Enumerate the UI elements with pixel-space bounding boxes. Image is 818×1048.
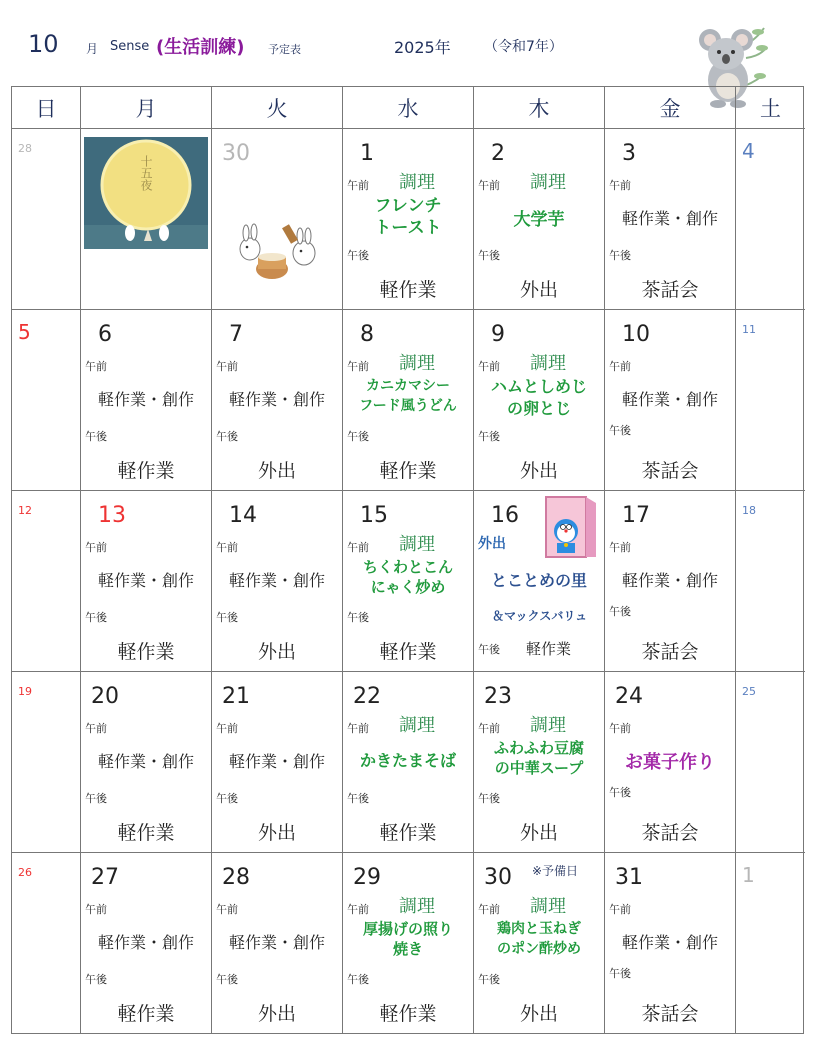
pm-label: 午後 <box>347 430 369 443</box>
pm-activity: 茶話会 <box>641 279 699 301</box>
day-cell <box>474 129 605 310</box>
pm-activity: 軽作業 <box>379 1003 437 1025</box>
dish-name: 厚揚げの照り 焼き <box>362 920 453 958</box>
day-cell <box>474 310 605 491</box>
pm-activity: 外出 <box>519 1003 558 1025</box>
pm-activity: 茶話会 <box>641 822 699 844</box>
am-label: 午前 <box>347 541 369 554</box>
weekday-sun: 日 <box>12 87 81 129</box>
day-number: 27 <box>91 865 119 890</box>
day-cell <box>343 491 474 672</box>
month-suffix: 月 <box>86 42 99 56</box>
pm-activity: 軽作業 <box>379 279 437 301</box>
weekday-tue: 火 <box>212 87 343 129</box>
day-number: 16 <box>491 503 519 528</box>
doraemon-door-illustration <box>540 495 598 559</box>
day-number: 17 <box>622 503 650 528</box>
dish-name: ちくわとこん にゃく炒め <box>362 558 453 596</box>
day-cell <box>736 672 805 853</box>
day-cell <box>12 672 81 853</box>
am-label: 午前 <box>85 541 107 554</box>
cooking-label: 調理 <box>530 353 566 374</box>
day-number: 19 <box>18 685 32 698</box>
day-cell <box>81 310 212 491</box>
pm-label: 午後 <box>609 424 631 437</box>
am-label: 午前 <box>609 541 631 554</box>
day-cell <box>474 672 605 853</box>
day-number: 13 <box>98 503 126 528</box>
outing-destination: とことめの里 <box>490 571 587 590</box>
schedule-label: 予定表 <box>268 43 301 56</box>
day-number: 8 <box>360 322 374 347</box>
cooking-label: 調理 <box>530 896 566 917</box>
day-cell <box>343 310 474 491</box>
day-number: 2 <box>491 141 505 166</box>
day-number: 1 <box>360 141 374 166</box>
am-activity: 軽作業・創作 <box>97 390 194 409</box>
day-number: 22 <box>353 684 381 709</box>
am-activity: 軽作業・創作 <box>228 390 325 409</box>
pm-label: 午後 <box>478 792 500 805</box>
am-label: 午前 <box>216 903 238 916</box>
pm-activity: 軽作業 <box>117 822 175 844</box>
dish-name: カニカマシー フード風うどん <box>359 378 457 414</box>
am-label: 午前 <box>609 360 631 373</box>
am-activity: 軽作業・創作 <box>621 209 718 228</box>
dish-name: お菓子作り <box>625 752 715 773</box>
pm-activity: 軽作業 <box>379 822 437 844</box>
moon-caption: 十五夜 <box>139 155 153 191</box>
day-cell <box>12 310 81 491</box>
pm-activity: 外出 <box>519 460 558 482</box>
cooking-label: 調理 <box>399 534 435 555</box>
day-number: 30 <box>484 865 512 890</box>
month-number: 10 <box>28 30 59 58</box>
day-number: 12 <box>18 504 32 517</box>
pm-label: 午後 <box>347 249 369 262</box>
day-number: 25 <box>742 685 756 698</box>
day-cell <box>736 853 805 1034</box>
dish-name: 大学芋 <box>513 210 565 230</box>
outing-extra: ＆マックスバリュ <box>492 609 588 623</box>
weekday-thu: 木 <box>474 87 605 129</box>
pm-activity: 軽作業 <box>117 460 175 482</box>
pm-label: 午後 <box>85 430 107 443</box>
pm-label: 午後 <box>85 973 107 986</box>
weekday-wed: 水 <box>343 87 474 129</box>
am-activity: 軽作業・創作 <box>228 752 325 771</box>
calendar-grid <box>11 86 804 1034</box>
pm-activity: 外出 <box>257 1003 296 1025</box>
pm-label: 午後 <box>478 430 500 443</box>
pm-label: 午後 <box>347 792 369 805</box>
rabbits-pounding-mochi-illustration <box>234 219 326 281</box>
am-label: 午前 <box>609 722 631 735</box>
weekday-mon: 月 <box>81 87 212 129</box>
day-cell <box>736 310 805 491</box>
day-cell <box>81 672 212 853</box>
am-activity: 軽作業・創作 <box>621 933 718 952</box>
day-number: 18 <box>742 504 756 517</box>
program-name: (生活訓練) <box>156 37 245 58</box>
pm-label: 午後 <box>85 611 107 624</box>
am-label: 午前 <box>478 179 500 192</box>
pm-label: 午後 <box>609 249 631 262</box>
am-activity: 軽作業・創作 <box>97 571 194 590</box>
year-label: 2025年 <box>394 38 451 57</box>
pm-activity: 軽作業 <box>526 640 572 658</box>
day-number: 10 <box>622 322 650 347</box>
dish-name: 鶏肉と玉ねぎ のポン酢炒め <box>497 921 581 957</box>
pm-activity: 茶話会 <box>641 641 699 663</box>
day-cell <box>474 491 605 672</box>
day-cell <box>12 491 81 672</box>
org-name: Sense <box>110 39 150 54</box>
pm-activity: 外出 <box>519 279 558 301</box>
day-cell <box>343 672 474 853</box>
day-number: 28 <box>222 865 250 890</box>
pm-label: 午後 <box>216 973 238 986</box>
week-row <box>12 672 803 853</box>
week-row <box>12 310 803 491</box>
pm-activity: 外出 <box>257 460 296 482</box>
day-cell <box>736 129 805 310</box>
day-cell <box>12 853 81 1034</box>
am-label: 午前 <box>347 722 369 735</box>
pm-activity: 軽作業 <box>117 641 175 663</box>
day-cell <box>605 853 736 1034</box>
pm-activity: 茶話会 <box>641 460 699 482</box>
am-label: 午前 <box>216 360 238 373</box>
pm-label: 午後 <box>216 430 238 443</box>
dish-name: フレンチ トースト <box>374 196 442 238</box>
day-number: 30 <box>222 141 250 166</box>
day-cell <box>212 310 343 491</box>
am-label: 午前 <box>609 179 631 192</box>
cooking-label: 調理 <box>399 353 435 374</box>
am-label: 午前 <box>347 179 369 192</box>
day-cell <box>605 672 736 853</box>
week-row <box>12 853 803 1034</box>
day-number: 15 <box>360 503 388 528</box>
pm-label: 午後 <box>347 973 369 986</box>
am-label: 午前 <box>85 360 107 373</box>
am-label: 午前 <box>347 903 369 916</box>
dish-name: ふわふわ豆腐 の中華スープ <box>493 739 584 777</box>
moon-viewing-illustration <box>84 137 208 249</box>
day-number: 5 <box>18 320 31 344</box>
day-number: 6 <box>98 322 112 347</box>
pm-label: 午後 <box>216 611 238 624</box>
day-number: 20 <box>91 684 119 709</box>
weekday-sat: 土 <box>736 87 805 129</box>
am-label: 午前 <box>609 903 631 916</box>
pm-activity: 茶話会 <box>641 1003 699 1025</box>
am-activity: 軽作業・創作 <box>228 933 325 952</box>
pm-activity: 軽作業 <box>379 641 437 663</box>
day-number: 31 <box>615 865 643 890</box>
day-number: 9 <box>491 322 505 347</box>
am-label: 午前 <box>478 722 500 735</box>
dish-name: かきたまそば <box>359 751 456 770</box>
day-number: 29 <box>353 865 381 890</box>
am-label: 午前 <box>216 541 238 554</box>
dish-name: ハムとしめじ の卵とじ <box>490 377 587 418</box>
day-number: 23 <box>484 684 512 709</box>
day-number: 28 <box>18 142 32 155</box>
cooking-label: 調理 <box>399 715 435 736</box>
day-cell <box>212 491 343 672</box>
day-number: 14 <box>229 503 257 528</box>
day-number: 11 <box>742 323 756 336</box>
day-number: 4 <box>742 139 755 163</box>
day-cell <box>81 129 212 310</box>
week-row <box>12 491 803 672</box>
pm-label: 午後 <box>609 967 631 980</box>
pm-label: 午後 <box>609 605 631 618</box>
day-cell <box>343 129 474 310</box>
am-activity: 軽作業・創作 <box>228 571 325 590</box>
week-row <box>12 129 803 310</box>
day-cell <box>605 310 736 491</box>
day-number: 7 <box>229 322 243 347</box>
reserve-day-note: ※予備日 <box>532 864 579 878</box>
pm-label: 午後 <box>478 973 500 986</box>
am-label: 午前 <box>478 360 500 373</box>
era-label: （令和7年） <box>484 39 563 55</box>
pm-label: 午後 <box>347 611 369 624</box>
am-label: 午前 <box>216 722 238 735</box>
am-label: 午前 <box>347 360 369 373</box>
am-activity: 軽作業・創作 <box>621 390 718 409</box>
pm-label: 午後 <box>609 786 631 799</box>
day-cell <box>81 853 212 1034</box>
pm-activity: 外出 <box>257 822 296 844</box>
page-header <box>0 0 818 85</box>
day-cell <box>605 129 736 310</box>
pm-activity: 外出 <box>519 822 558 844</box>
cooking-label: 調理 <box>530 172 566 193</box>
pm-label: 午後 <box>478 249 500 262</box>
day-number: 3 <box>622 141 636 166</box>
day-cell <box>605 491 736 672</box>
cooking-label: 調理 <box>399 896 435 917</box>
day-cell <box>343 853 474 1034</box>
cooking-label: 調理 <box>530 715 566 736</box>
pm-label: 午後 <box>216 792 238 805</box>
am-activity: 軽作業・創作 <box>97 933 194 952</box>
pm-label: 午後 <box>85 792 107 805</box>
day-number: 26 <box>18 866 32 879</box>
day-cell <box>212 853 343 1034</box>
am-label: 午前 <box>478 903 500 916</box>
day-number: 24 <box>615 684 643 709</box>
pm-label: 午後 <box>478 643 500 656</box>
pm-activity: 軽作業 <box>379 460 437 482</box>
am-label: 午前 <box>85 903 107 916</box>
am-label: 午前 <box>85 722 107 735</box>
day-cell <box>212 672 343 853</box>
pm-activity: 外出 <box>257 641 296 663</box>
pm-activity: 軽作業 <box>117 1003 175 1025</box>
day-cell <box>212 129 343 310</box>
weekday-header-row <box>12 87 803 129</box>
day-cell <box>736 491 805 672</box>
weekday-fri: 金 <box>605 87 736 129</box>
day-number: 1 <box>742 863 755 887</box>
day-cell <box>81 491 212 672</box>
day-cell <box>474 853 605 1034</box>
outing-label: 外出 <box>478 536 506 552</box>
day-number: 21 <box>222 684 250 709</box>
am-activity: 軽作業・創作 <box>97 752 194 771</box>
am-activity: 軽作業・創作 <box>621 571 718 590</box>
day-cell <box>12 129 81 310</box>
cooking-label: 調理 <box>399 172 435 193</box>
